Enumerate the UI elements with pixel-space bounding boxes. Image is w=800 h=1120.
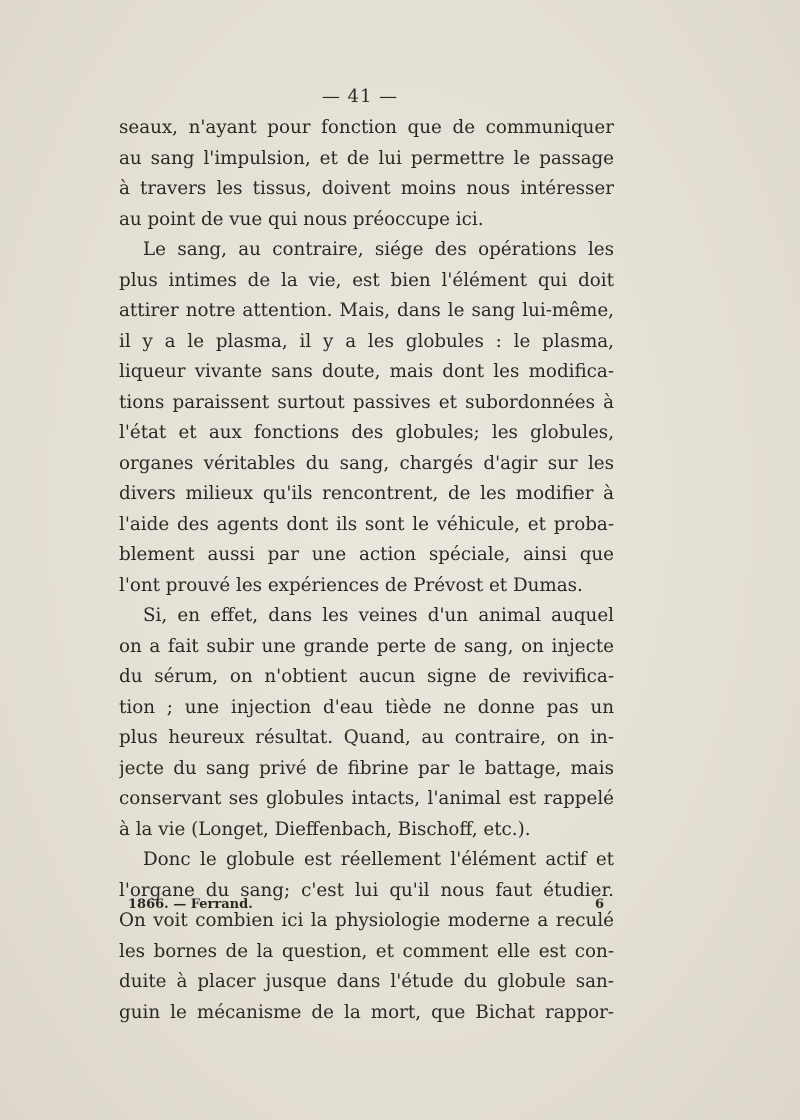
paragraph-start-line: Si, en effet, dans les veines d'un animal auquel (143, 605, 614, 626)
text-line: l'aide des agents dont ils sont le véhicule, et proba- (119, 513, 614, 535)
text-line: il y a le plasma, il y a les globules : le plasma, (119, 330, 614, 352)
text-line: tion ; une injection d'eau tiède ne donne pas un (119, 696, 614, 718)
text-line: l'état et aux fonctions des globules; les globules, (119, 422, 614, 443)
footer-signature: 1866. — Ferrand. (128, 897, 253, 912)
text-line: attirer notre attention. Mais, dans le sang lui-même, (119, 300, 614, 321)
text-line: à travers les tissus, doivent moins nous intéresser (119, 178, 614, 199)
text-line: plus intimes de la vie, est bien l'élément qui doit (119, 269, 614, 291)
sheet-number: 6 (594, 897, 604, 912)
text-line: blement aussi par une action spéciale, ainsi que (119, 544, 614, 565)
text-line: organes véritables du sang, chargés d'agir sur les (119, 452, 614, 474)
text-line: du sérum, on n'obtient aucun signe de revivifica- (119, 666, 614, 687)
text-line: les bornes de la question, et comment elle est con- (119, 940, 614, 962)
text-line: conservant ses globules intacts, l'animal est rappelé (119, 788, 614, 809)
text-line: on a fait subir une grande perte de sang, on injecte (119, 635, 614, 657)
text-line: l'organe du sang; c'est lui qu'il nous faut étudier. (119, 879, 614, 901)
page-footer (119, 897, 614, 921)
paragraph-start-line: Donc le globule est réellement l'élément actif et (143, 849, 614, 870)
text-line: divers milieux qu'ils rencontrent, de les modifier à (119, 483, 614, 504)
text-line: duite à placer jusque dans l'étude du globule san- (119, 971, 614, 992)
page-number: — 41 — (321, 86, 399, 107)
text-line: au point de vue qui nous préoccupe ici. (119, 208, 484, 230)
text-line: au sang l'impulsion, et de lui permettre le passage (119, 147, 614, 169)
text-line: guin le mécanisme de la mort, que Bichat rappor- (119, 1001, 614, 1023)
body-text (119, 113, 614, 1028)
text-line: seaux, n'ayant pour fonction que de communiquer (119, 117, 614, 138)
text-line: jecte du sang privé de fibrine par le battage, mais (119, 757, 614, 779)
text-line: tions paraissent surtout passives et subordonnées à (119, 391, 614, 413)
text-line: liqueur vivante sans doute, mais dont les modifica- (119, 361, 614, 382)
text-line: On voit combien ici la physiologie moderne a reculé (119, 910, 614, 931)
text-line: à la vie (Longet, Dieffenbach, Bischoff, etc.). (119, 818, 531, 840)
paragraph-start-line: Le sang, au contraire, siége des opérations les (143, 239, 614, 260)
text-line: l'ont prouvé les expériences de Prévost et Dumas. (119, 574, 583, 596)
text-line: plus heureux résultat. Quand, au contraire, on in- (119, 727, 614, 748)
